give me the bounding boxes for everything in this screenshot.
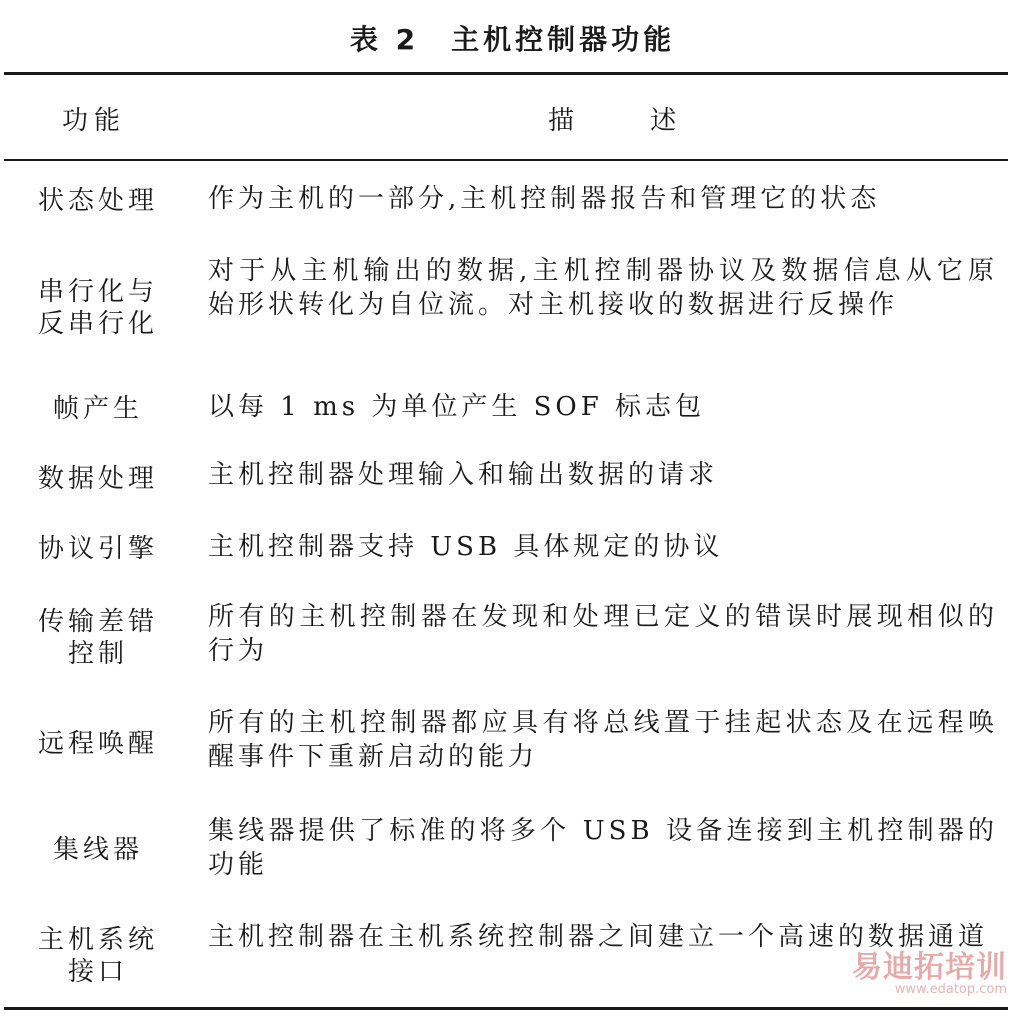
- header-function: 功能: [62, 106, 127, 136]
- watermark-brand: 易迪拓培训: [852, 950, 1007, 985]
- row-function: 状态处理: [37, 186, 158, 216]
- bottom-rule: [4, 1007, 1008, 1010]
- row-description: 主机控制器在主机系统控制器之间建立一个高速的数据通道: [208, 922, 989, 952]
- row-function: 帧产生: [52, 394, 143, 424]
- header-rule: [4, 159, 1008, 161]
- header-description: 描 述: [548, 106, 711, 136]
- row-function: 远程唤醒: [37, 729, 158, 759]
- row-description: 所有的主机控制器在发现和处理已定义的错误时展现相似的行为: [208, 602, 998, 666]
- row-description: 以每 1 ms 为单位产生 SOF 标志包: [208, 392, 706, 422]
- row-function: 串行化与反串行化: [37, 277, 158, 339]
- row-description: 主机控制器处理输入和输出数据的请求: [208, 460, 719, 490]
- watermark: [852, 942, 1007, 997]
- table-title: 表 2 主机控制器功能: [349, 23, 676, 56]
- row-description: 集线器提供了标准的将多个 USB 设备连接到主机控制器的功能: [208, 816, 998, 880]
- row-description: 对于从主机输出的数据,主机控制器协议及数据信息从它原始形状转化为自位流。对主机接收的数据进行反操作: [208, 256, 998, 320]
- watermark-url: www.edatop.com: [894, 982, 1007, 997]
- row-description: 所有的主机控制器都应具有将总线置于挂起状态及在远程唤醒事件下重新启动的能力: [208, 708, 998, 772]
- row-function: 传输差错控制: [37, 607, 158, 669]
- row-function: 主机系统接口: [37, 925, 158, 987]
- row-description: 主机控制器支持 USB 具体规定的协议: [208, 532, 724, 562]
- row-description: 作为主机的一部分,主机控制器报告和管理它的状态: [208, 184, 881, 214]
- row-function: 协议引擎: [37, 534, 158, 564]
- row-function: 数据处理: [37, 464, 158, 494]
- top-rule: [4, 72, 1008, 75]
- row-function: 集线器: [52, 835, 143, 865]
